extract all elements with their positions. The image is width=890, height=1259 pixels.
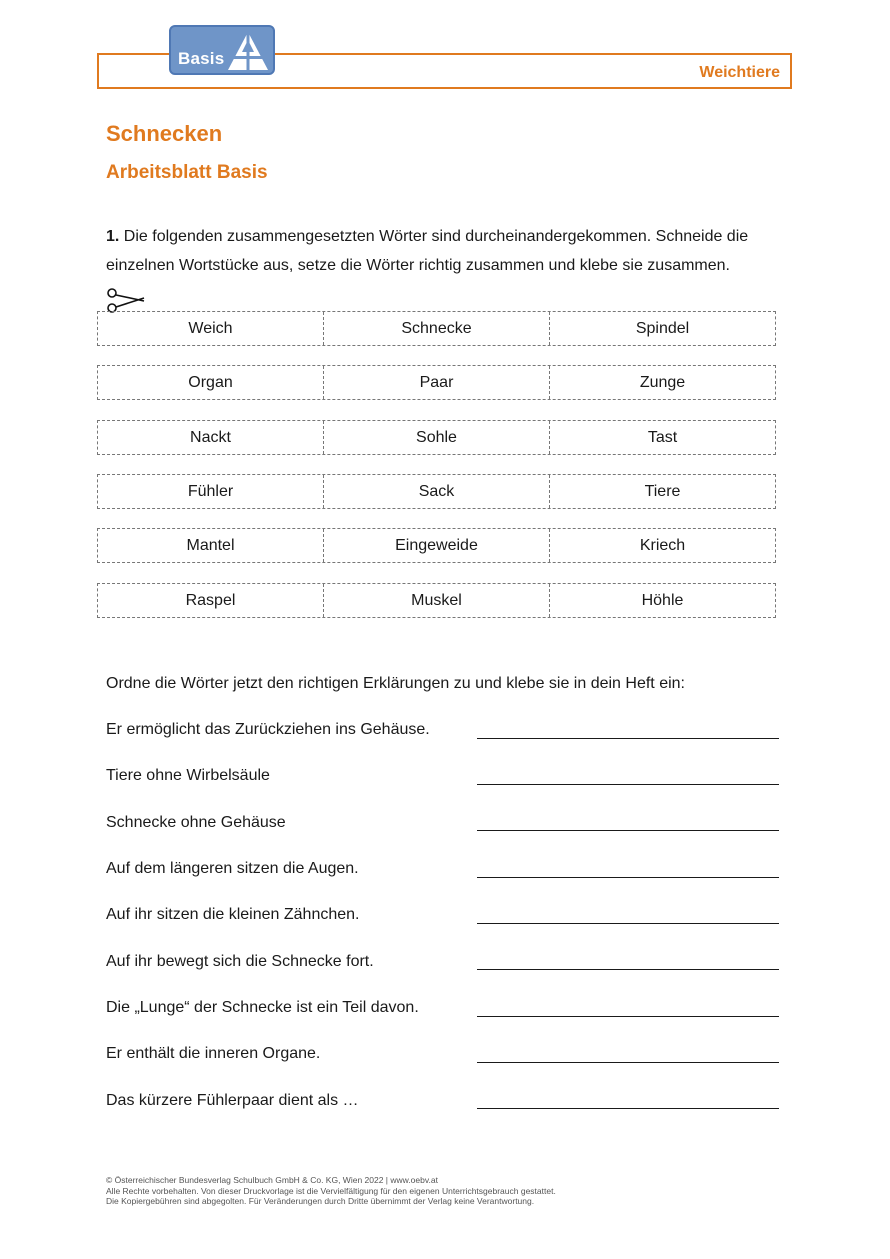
word-piece[interactable]: Weich [98,312,324,345]
footer [106,1175,556,1207]
answer-line[interactable] [477,830,779,831]
word-piece[interactable]: Sohle [324,421,550,454]
task-number: 1. [106,228,120,245]
basis-logo [169,25,275,75]
logo-text: Basis [178,49,225,68]
clue-text: Die „Lunge“ der Schnecke ist ein Teil davon. [106,999,419,1016]
clue-text: Das kürzere Fühlerpaar dient als … [106,1092,359,1109]
word-grid-row-3 [97,420,776,455]
word-grid-row-2 [97,365,776,400]
word-piece[interactable]: Schnecke [324,312,550,345]
word-piece[interactable]: Kriech [639,537,686,554]
task-description: Die folgenden zusammengesetzten Wörter sind durcheinandergekommen. Schneide die einzelnen Wortstücke aus, setze die Wörter richtig zusammen und klebe sie zusammen. [106,228,749,274]
word-piece[interactable]: Paar [324,366,550,399]
clue-text: Er ermöglicht das Zurückziehen ins Gehäuse. [106,721,430,738]
word-piece[interactable]: Nackt [98,421,324,454]
answer-line[interactable] [477,1062,779,1063]
instruction-text: Ordne die Wörter jetzt den richtigen Erklärungen zu und klebe sie in dein Heft ein: [106,675,685,692]
answer-line[interactable] [477,784,779,785]
answer-line[interactable] [477,1016,779,1017]
word-piece[interactable]: Höhle [641,592,684,609]
page-subtitle: Arbeitsblatt Basis [106,162,268,183]
word-grid-row-5 [97,528,776,563]
word-piece[interactable]: Sack [324,475,550,508]
topic-label: Weichtiere [699,64,780,81]
word-piece[interactable]: Muskel [324,584,550,617]
answer-line[interactable] [477,877,779,878]
answer-line[interactable] [477,738,779,739]
word-piece[interactable]: Spindel [635,320,690,337]
word-piece[interactable]: Eingeweide [324,529,550,562]
clue-text: Tiere ohne Wirbelsäule [106,767,270,784]
word-piece[interactable]: Mantel [98,529,324,562]
footer-copyright: © Österreichischer Bundesverlag Schulbuch GmbH & Co. KG, Wien 2022 | www.oebv.at [106,1175,438,1185]
answer-line[interactable] [477,923,779,924]
clue-text: Auf ihr bewegt sich die Schnecke fort. [106,953,374,970]
answer-line[interactable] [477,1108,779,1109]
task-text [106,222,786,280]
word-piece[interactable]: Raspel [98,584,324,617]
answer-line[interactable] [477,969,779,970]
clue-text: Auf dem längeren sitzen die Augen. [106,860,359,877]
scissors-icon [104,287,146,313]
word-piece[interactable]: Tiere [644,483,681,500]
clue-text: Er enthält die inneren Organe. [106,1045,321,1062]
footer-disclaimer: Die Kopiergebühren sind abgegolten. Für Veränderungen durch Dritte übernimmt der Verlag keine Verantwortung. [106,1196,535,1206]
word-grid-row-4 [97,474,776,509]
footer-rights: Alle Rechte vorbehalten. Von dieser Druckvorlage ist die Vervielfältigung für den eigenen Unterrichtsgebrauch gestattet. [106,1185,556,1196]
word-grid-row-1 [97,311,776,346]
clue-text: Auf ihr sitzen die kleinen Zähnchen. [106,906,360,923]
word-piece[interactable]: Fühler [98,475,324,508]
pyramid-logo-icon [226,30,270,72]
page-title: Schnecken [106,121,223,146]
word-piece[interactable]: Organ [98,366,324,399]
word-piece[interactable]: Tast [647,429,678,446]
clue-text: Schnecke ohne Gehäuse [106,814,286,831]
word-grid-row-6 [97,583,776,618]
word-piece[interactable]: Zunge [639,374,686,391]
